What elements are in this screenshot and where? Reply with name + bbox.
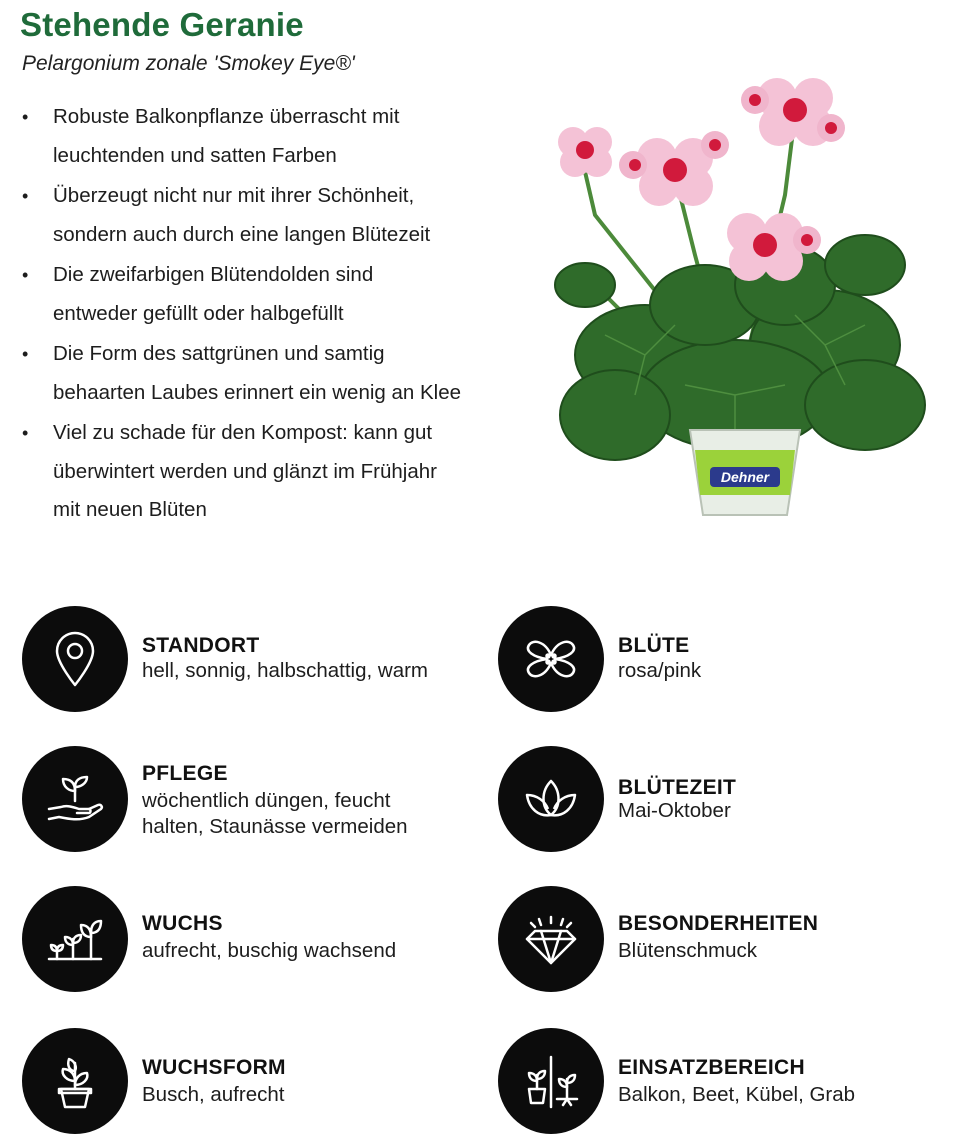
bullet-dot: •	[22, 107, 29, 127]
bullet-text: behaarten Laubes erinnert ein wenig an Klee	[53, 380, 462, 404]
bullet-dot: •	[22, 186, 29, 206]
feature-label: BLÜTE	[618, 634, 690, 657]
pot-and-ground-icon	[498, 1028, 604, 1134]
feature-value: Mai-Oktober	[618, 799, 731, 822]
bullet-item	[22, 335, 502, 412]
feature-value: halten, Staunässe vermeiden	[142, 815, 408, 838]
bullet-text: überwintert werden und glänzt im Frühjahr	[53, 459, 437, 483]
feature-value: rosa/pink	[618, 659, 702, 682]
bullet-item	[22, 256, 502, 333]
feature-value: wöchentlich düngen, feucht	[142, 789, 391, 812]
feature-label: PFLEGE	[142, 762, 228, 785]
feature-label: BESONDERHEITEN	[618, 912, 819, 935]
lotus-icon	[498, 746, 604, 852]
bullet-text: Robuste Balkonpflanze überrascht mit	[53, 105, 400, 128]
bullet-text: Die Form des sattgrünen und samtig	[53, 342, 385, 365]
bullet-item	[22, 98, 502, 175]
feature-pflege	[22, 746, 482, 856]
bullet-dot: •	[22, 344, 29, 364]
feature-label: EINSATZBEREICH	[618, 1056, 805, 1079]
pot-brand-label: Dehner	[720, 469, 770, 485]
feature-wuchsform	[22, 1028, 482, 1138]
bullet-text: entweder gefüllt oder halbgefüllt	[53, 301, 344, 325]
feature-bluete	[498, 606, 938, 716]
bullet-dot: •	[22, 423, 29, 443]
feature-value: aufrecht, buschig wachsend	[142, 939, 397, 962]
feature-label: WUCHS	[142, 912, 223, 935]
feature-besonderheiten	[498, 886, 938, 996]
flower-icon	[498, 606, 604, 712]
feature-value: Busch, aufrecht	[142, 1083, 285, 1106]
feature-value: Blütenschmuck	[618, 939, 758, 962]
bullet-item	[22, 414, 502, 530]
feature-einsatzbereich	[498, 1028, 938, 1138]
diamond-icon	[498, 886, 604, 992]
hand-sprout-icon	[22, 746, 128, 852]
feature-value: Balkon, Beet, Kübel, Grab	[618, 1083, 856, 1106]
bullet-text: sondern auch durch eine langen Blütezeit	[53, 222, 431, 246]
feature-value: hell, sonnig, halbschattig, warm	[142, 659, 429, 682]
geranium-plant-image	[525, 55, 945, 535]
bullet-item	[22, 177, 502, 254]
feature-label: STANDORT	[142, 634, 260, 657]
bullet-dot: •	[22, 265, 29, 285]
feature-label: BLÜTEZEIT	[618, 776, 737, 799]
bullet-text: Überzeugt nicht nur mit ihrer Schönheit,	[53, 184, 415, 207]
location-pin-icon	[22, 606, 128, 712]
feature-bullet-list	[22, 98, 502, 532]
botanical-name: Pelargonium zonale 'Smokey Eye®'	[22, 52, 355, 75]
growth-stages-icon	[22, 886, 128, 992]
page-title: Stehende Geranie	[20, 6, 304, 43]
feature-wuchs	[22, 886, 482, 996]
bullet-text: Die zweifarbigen Blütendolden sind	[53, 263, 374, 286]
potted-plant-icon	[22, 1028, 128, 1134]
feature-standort	[22, 606, 482, 716]
feature-label: WUCHSFORM	[142, 1056, 286, 1079]
bullet-text: leuchtenden und satten Farben	[53, 143, 337, 167]
bullet-text: Viel zu schade für den Kompost: kann gut	[53, 421, 433, 444]
bullet-text: mit neuen Blüten	[53, 498, 207, 521]
feature-bluetezeit	[498, 746, 938, 856]
